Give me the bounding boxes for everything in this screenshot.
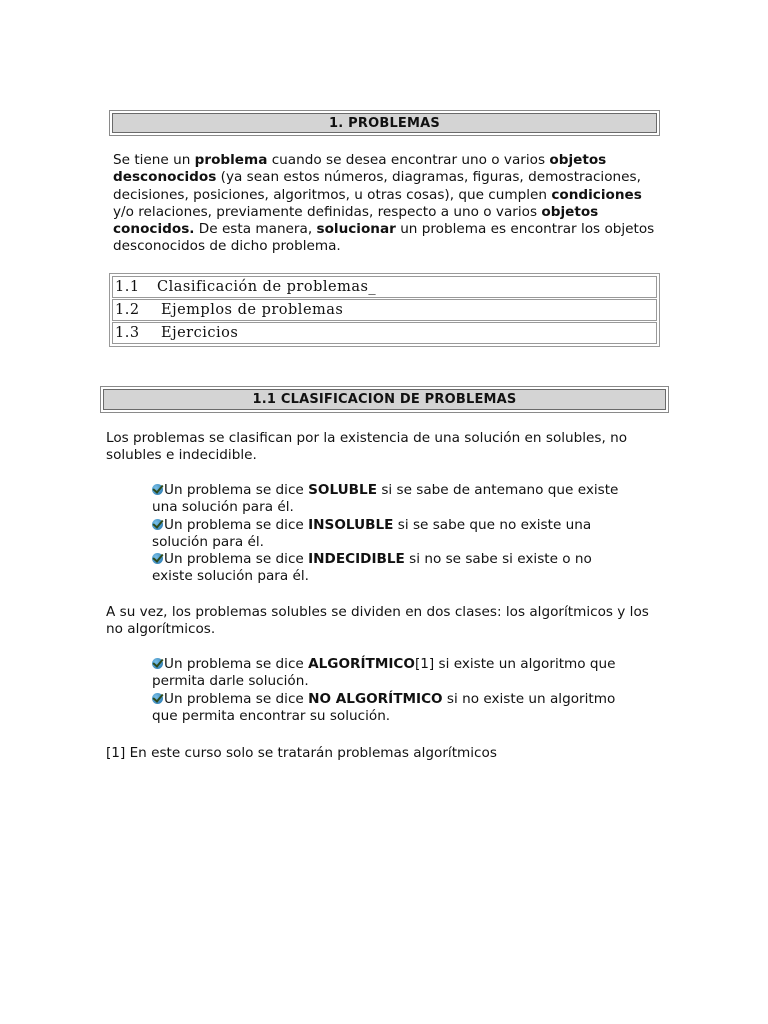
section-title: 1.1 CLASIFICACION DE PROBLEMAS [103,389,666,410]
toc-link-ejercicios[interactable] [112,322,657,344]
check-icon [152,693,163,704]
toc-label: Ejercicios [161,325,239,341]
toc-label: Ejemplos de problemas [161,302,344,318]
toc-table [109,273,660,347]
toc-number: 1.3 [115,325,140,341]
check-icon [152,553,163,564]
toc-link-ejemplos[interactable] [112,299,657,321]
list-item: Un problema se dice ALGORÍTMICO[1] si existe un algoritmo que permita darle solución. [152,656,616,690]
toc-number: 1.1 [115,279,140,295]
section-title: 1. PROBLEMAS [112,113,657,133]
toc-link-clasificacion[interactable] [112,276,657,298]
check-icon [152,658,163,669]
list-item: Un problema se dice INSOLUBLE si se sabe que no existe una solución para él. [152,516,592,550]
toc-number: 1.2 [115,302,140,318]
check-icon [152,484,163,495]
list-item: Un problema se dice INDECIDIBLE si no se sabe si existe o no existe solución para él. [152,551,592,585]
footnote: [1] En este curso solo se tratarán problemas algorítmicos [106,745,497,761]
section-header-problemas [109,110,660,136]
toc-label: Clasificación de problemas_ [157,279,377,295]
algorithmic-paragraph: A su vez, los problemas solubles se dividen en dos clases: los algorítmicos y los no algorítmicos. [106,604,649,638]
solubility-list [152,482,632,586]
intro-paragraph: Se tiene un problema cuando se desea encontrar uno o varios objetos desconocidos (ya sean estos números, diagramas, figuras, demostraciones, decisiones, posiciones, algoritmos, u otras cosas), que cumplen condiciones y/o relaciones, previamente definidas, respecto a uno o varios objetos conocidos. De esta manera, solucionar un problema es encontrar los objetos desconocidos de dicho problema. [113,152,655,255]
check-icon [152,519,163,530]
algorithmic-list [152,656,622,725]
section-header-clasificacion [100,386,669,413]
list-item: Un problema se dice SOLUBLE si se sabe de antemano que existe una solución para él. [152,482,619,516]
classification-paragraph: Los problemas se clasifican por la existencia de una solución en solubles, no solubles e indecidible. [106,430,628,464]
footnote-ref-link[interactable]: [1] [414,656,435,672]
list-item: Un problema se dice NO ALGORÍTMICO si no existe un algoritmo que permita encontrar su solución. [152,690,616,724]
